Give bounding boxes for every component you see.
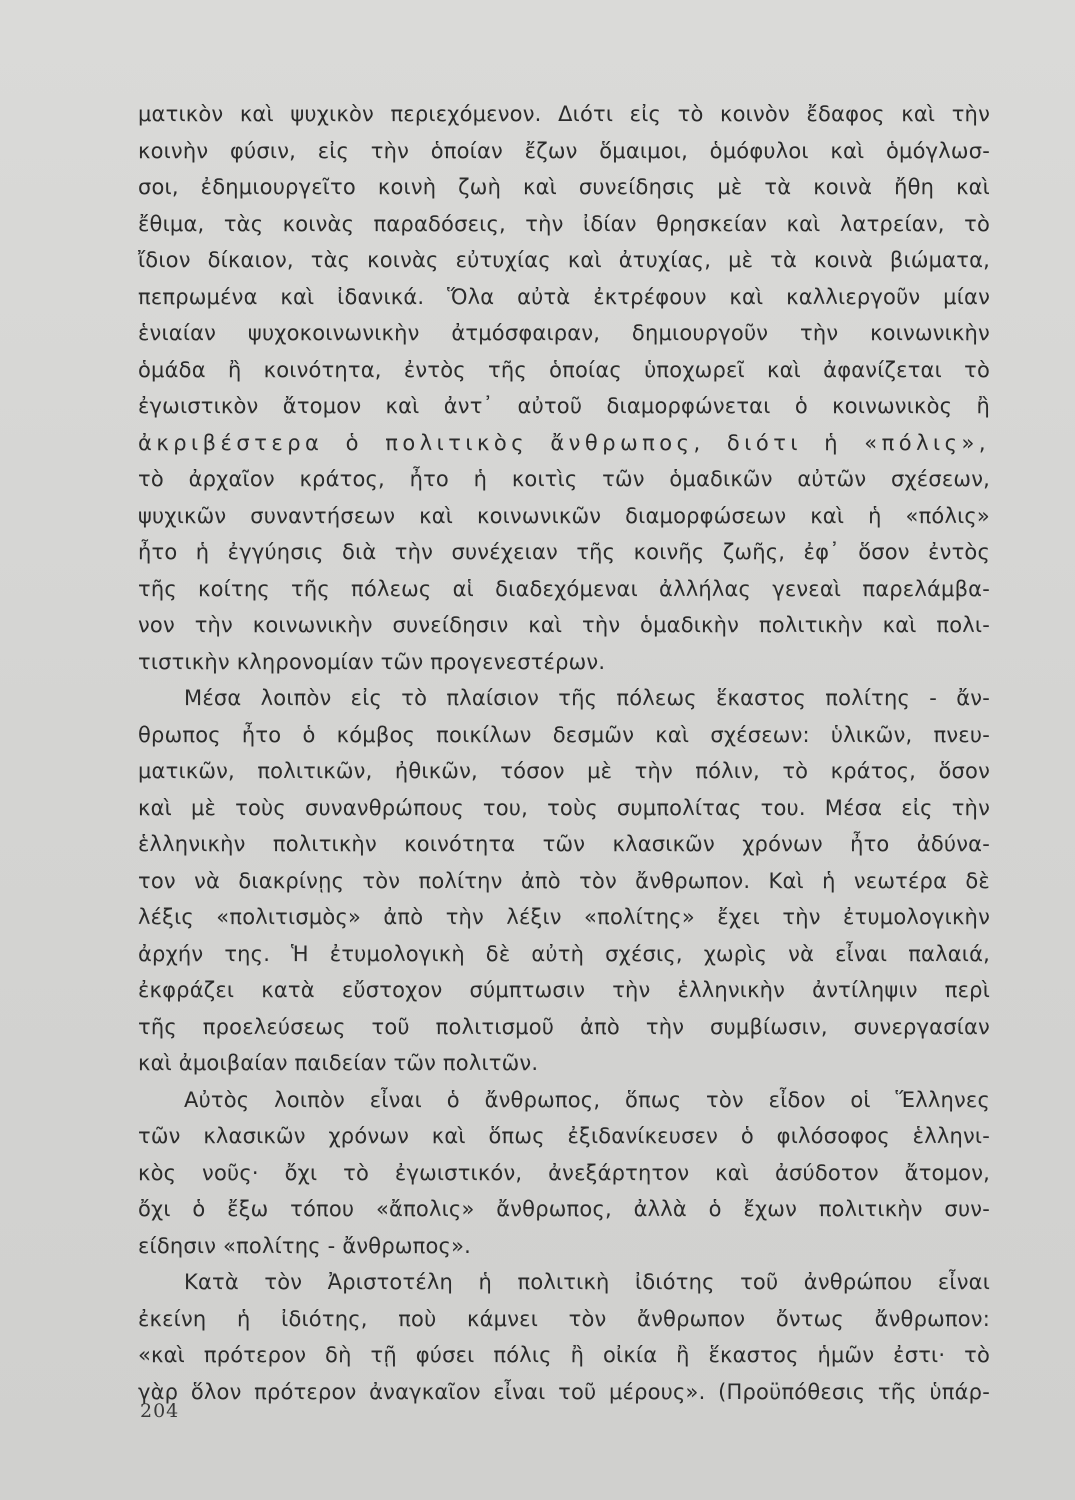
text-line: ματικὸν καὶ ψυχικὸν περιεχόμενον. Διότι εἰς τὸ κοινὸν ἔδαφος καὶ τὴν (138, 102, 990, 126)
text-line: ἐκείνη ἡ ἰδιότης, ποὺ κάμνει τὸν ἄνθρωπον ὄντως ἄνθρωπον: (138, 1306, 990, 1331)
body-text (138, 96, 990, 1410)
text-line: ἦτο ἡ ἐγγύησις διὰ τὴν συνέχειαν τῆς κοινῆς ζωῆς, ἐφ᾽ ὅσον ἐντὸς (138, 540, 990, 564)
text-line: τῆς προελεύσεως τοῦ πολιτισμοῦ ἀπὸ τὴν συμβίωσιν, συνεργασίαν (138, 1014, 990, 1039)
text-line: τῶν κλασικῶν χρόνων καὶ ὅπως ἐξιδανίκευσεν ὁ φιλόσοφος ἑλληνι- (138, 1124, 990, 1148)
text-line: τῆς κοίτης τῆς πόλεως αἱ διαδεχόμεναι ἀλλήλας γενεαὶ παρελάμβα- (138, 576, 990, 601)
text-line: ἀκριβέστερα ὁ πολιτικὸς ἄνθρωπος, διότι ἡ «πόλις», (138, 430, 990, 455)
paragraph-first-line: Μέσα λοιπὸν εἰς τὸ πλαίσιον τῆς πόλεως ἕκαστος πολίτης - ἄν- (184, 686, 990, 710)
text-line: ματικῶν, πολιτικῶν, ἠθικῶν, τόσον μὲ τὴν πόλιν, τὸ κράτος, ὅσον (138, 759, 990, 783)
text-line: ἐκφράζει κατὰ εὔστοχον σύμπτωσιν τὴν ἑλληνικὴν ἀντίληψιν περὶ (138, 978, 990, 1002)
text-line: τον νὰ διακρίνῃς τὸν πολίτην ἀπὸ τὸν ἄνθρωπον. Καὶ ἡ νεωτέρα δὲ (138, 868, 990, 893)
text-line: είδησιν «πολίτης - ἄνθρωπος». (138, 1233, 471, 1258)
text-line: «καὶ πρότερον δὴ τῇ φύσει πόλις ἢ οἰκία ἢ ἕκαστος ἡμῶν ἐστι· τὸ (138, 1343, 990, 1367)
text-line: κὸς νοῦς· ὄχι τὸ ἐγωιστικόν, ἀνεξάρτητον καὶ ἀσύδοτον ἄτομον, (138, 1160, 990, 1185)
text-line: ὄχι ὁ ἔξω τόπου «ἄπολις» ἄνθρωπος, ἀλλὰ ὁ ἔχων πολιτικὴν συν- (138, 1197, 990, 1221)
text-line: ψυχικῶν συναντήσεων καὶ κοινωνικῶν διαμορφώσεων καὶ ἡ «πόλις» (138, 503, 990, 528)
text-line: καὶ ἀμοιβαίαν παιδείαν τῶν πολιτῶν. (138, 1051, 539, 1075)
paragraph-first-line: Αὐτὸς λοιπὸν εἶναι ὁ ἄνθρωπος, ὅπως τὸν εἶδον οἱ Ἕλληνες (184, 1087, 990, 1112)
text-line: ἴδιον δίκαιον, τὰς κοινὰς εὐτυχίας καὶ ἀτυχίας, μὲ τὰ κοινὰ βιώματα, (138, 248, 990, 272)
text-line: λέξις «πολιτισμὸς» ἀπὸ τὴν λέξιν «πολίτης» ἔχει τὴν ἐτυμολογικὴν (138, 905, 990, 929)
text-line: θρωπος ἦτο ὁ κόμβος ποικίλων δεσμῶν καὶ σχέσεων: ὑλικῶν, πνευ- (138, 722, 990, 747)
text-line: πεπρωμένα καὶ ἰδανικά. Ὅλα αὐτὰ ἐκτρέφουν καὶ καλλιεργοῦν μίαν (138, 284, 990, 309)
paragraph-first-line: Κατὰ τὸν Ἀριστοτέλη ἡ πολιτικὴ ἰδιότης τοῦ ἀνθρώπου εἶναι (184, 1270, 990, 1294)
text-line: ἑλληνικὴν πολιτικὴν κοινότητα τῶν κλασικῶν χρόνων ἦτο ἀδύνα- (138, 832, 990, 856)
text-line: τὸ ἀρχαῖον κράτος, ἦτο ἡ κοιτὶς τῶν ὁμαδικῶν αὐτῶν σχέσεων, (138, 467, 990, 491)
text-line: κοινὴν φύσιν, εἰς τὴν ὁποίαν ἔζων ὅμαιμοι, ὁμόφυλοι καὶ ὁμόγλωσ- (138, 138, 990, 163)
text-line: καὶ μὲ τοὺς συνανθρώπους του, τοὺς συμπολίτας του. Μέσα εἰς τὴν (138, 795, 990, 820)
text-line: ὁμάδα ἢ κοινότητα, ἐντὸς τῆς ὁποίας ὑποχωρεῖ καὶ ἀφανίζεται τὸ (138, 357, 990, 382)
text-line: ἔθιμα, τὰς κοινὰς παραδόσεις, τὴν ἰδίαν θρησκείαν καὶ λατρείαν, τὸ (138, 211, 990, 236)
text-line: γὰρ ὅλον πρότερον ἀναγκαῖον εἶναι τοῦ μέρους». (Προϋπόθεσις τῆς ὑπάρ- (138, 1379, 990, 1404)
text-line: σοι, ἐδημιουργεῖτο κοινὴ ζωὴ καὶ συνείδησις μὲ τὰ κοινὰ ἤθη καὶ (138, 175, 990, 199)
text-line: νον τὴν κοινωνικὴν συνείδησιν καὶ τὴν ὁμαδικὴν πολιτικὴν καὶ πολι- (138, 613, 990, 637)
text-line: ἀρχήν της. Ἡ ἐτυμολογικὴ δὲ αὐτὴ σχέσις, χωρὶς νὰ εἶναι παλαιά, (138, 941, 990, 966)
text-line: τιστικὴν κληρονομίαν τῶν προγενεστέρων. (138, 649, 606, 674)
text-line: ἐγωιστικὸν ἄτομον καὶ ἀντ᾽ αὐτοῦ διαμορφώνεται ὁ κοινωνικὸς ἢ (138, 394, 990, 418)
text-line: ἑνιαίαν ψυχοκοινωνικὴν ἀτμόσφαιραν, δημιουργοῦν τὴν κοινωνικὴν (138, 321, 990, 345)
page-number: 204 (140, 1400, 180, 1422)
